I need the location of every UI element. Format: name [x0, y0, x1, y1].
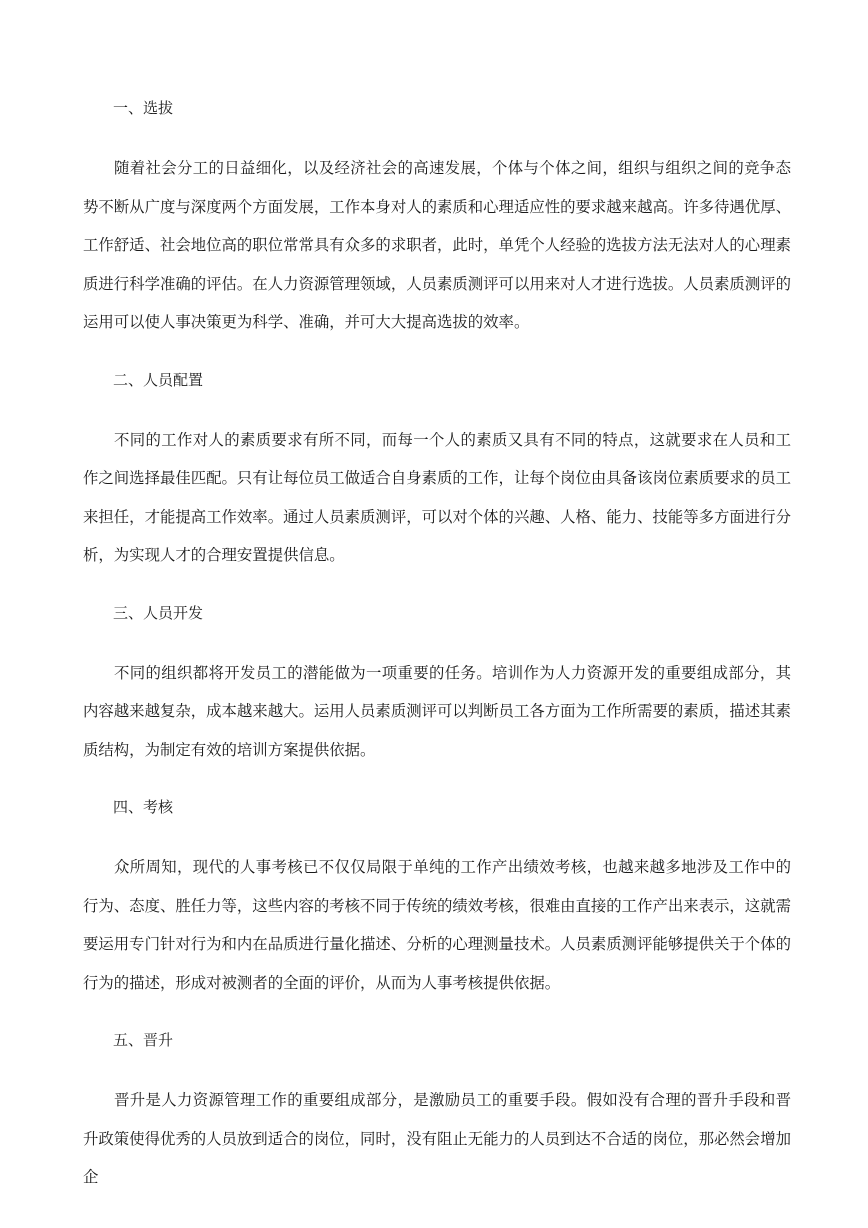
- section-heading-selection: 一、选拔: [113, 99, 174, 117]
- section-heading-development: 三、人员开发: [113, 603, 204, 622]
- section-heading-staffing: 二、人员配置: [113, 370, 204, 389]
- section-body-selection: 随着社会分工的日益细化，以及经济社会的高速发展，个体与个体之间，组织与组织之间的竞争态势不断从广度与深度两个方面发展，工作本身对人的素质和心理适应性的要求越来越高。许多待遇优厚、工作舒适、社会地位高的职位常常具有众多的求职者，此时，单凭个人经验的选拔方法无法对人的心理素质进行科学准确的评估。在人力资源管理领域，人员素质测评可以用来对人才进行选拔。人员素质测评的运用可以使人事决策更为科学、准确，并可大大提高选拔的效率。: [83, 159, 791, 331]
- section-heading-appraisal: 四、考核: [113, 798, 174, 816]
- section-heading-promotion: 五、晋升: [113, 1031, 174, 1049]
- section-body-development: 不同的组织都将开发员工的潜能做为一项重要的任务。培训作为人力资源开发的重要组成部分，其内容越来越复杂，成本越来越大。运用人员素质测评可以判断员工各方面为工作所需要的素质，描述其素质结构，为制定有效的培训方案提供依据。: [83, 663, 791, 759]
- section-body-staffing: 不同的工作对人的素质要求有所不同，而每一个人的素质又具有不同的特点，这就要求在人员和工作之间选择最佳匹配。只有让每位员工做适合自身素质的工作，让每个岗位由具备该岗位素质要求的员工来担任，才能提高工作效率。通过人员素质测评，可以对个体的兴趣、人格、能力、技能等多方面进行分析，为实现人才的合理安置提供信息。: [83, 430, 791, 564]
- section-body-promotion: 晋升是人力资源管理工作的重要组成部分，是激励员工的重要手段。假如没有合理的晋升手段和晋升政策使得优秀的人员放到适合的岗位，同时，没有阻止无能力的人员到达不合适的岗位，那必然会增加企: [83, 1091, 791, 1186]
- document-page: [83, 93, 791, 1197]
- section-body-appraisal: 众所周知，现代的人事考核已不仅仅局限于单纯的工作产出绩效考核，也越来越多地涉及工作中的行为、态度、胜任力等，这些内容的考核不同于传统的绩效考核，很难由直接的工作产出来表示，这就需要运用专门针对行为和内在品质进行量化描述、分析的心理测量技术。人员素质测评能够提供关于个体的行为的描述，形成对被测者的全面的评价，从而为人事考核提供依据。: [83, 858, 791, 992]
